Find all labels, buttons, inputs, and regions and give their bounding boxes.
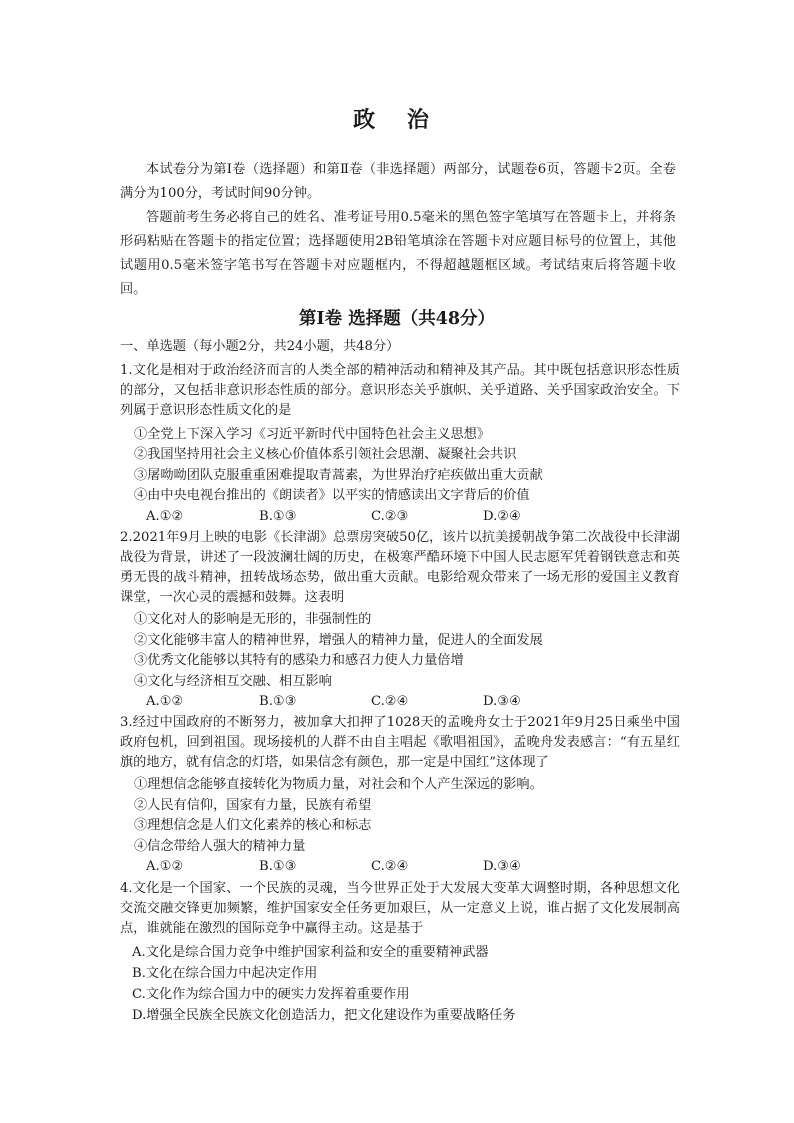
question-1-choice-c: C.②③ (371, 509, 409, 524)
question-3-choice-d: D.③④ (483, 859, 521, 874)
question-3-stem: 3.经过中国政府的不断努力，被加拿大扣押了1028天的孟晚舟女士于2021年9月25日乘坐中国政府包机，回到祖国。现场接机的人群不由自主唱起《歌唱祖国》，孟晚舟发表感言：“有五星红旗的地方，就有信念的灯塔，如果信念有颜色，那一定是中国红”这体现了 (120, 715, 680, 770)
question-3-item-3: ③理想信念是人们文化素养的核心和标志 (134, 818, 372, 833)
question-4-answer-b: B.文化在综合国力中起决定作用 (132, 966, 318, 981)
question-4-answer-c: C.文化作为综合国力中的硬实力发挥着重要作用 (132, 987, 410, 1002)
question-2-item-4: ④文化与经济相互交融、相互影响 (134, 674, 332, 689)
question-3-choice-c: C.②④ (371, 859, 409, 874)
question-3-item-1: ①理想信念能够直接转化为物质力量，对社会和个人产生深远的影响。 (134, 777, 543, 792)
section-title: 第Ⅰ卷 选择题（共48分） (298, 309, 496, 329)
question-3-item-2: ②人民有信仰，国家有力量，民族有希望 (134, 798, 372, 813)
question-2-stem: 2.2021年9月上映的电影《长津湖》总票房突破50亿，该片以抗美援朝战争第二次战役中长津湖战役为背景，讲述了一段波澜壮阔的历史，在极寒严酷环境下中国人民志愿军凭着钢铁意志和英勇无畏的战斗精神，扭转战场态势，做出重大贡献。电影给观众带来了一场无形的爱国主义教育课堂，一次心灵的震撼和鼓舞。这表明 (120, 530, 680, 605)
question-4-answer-a: A.文化是综合国力竞争中维护国家利益和安全的重要精神武器 (132, 945, 489, 960)
question-2-choice-d: D.③④ (483, 694, 521, 709)
question-3-choice-a: A.①② (146, 859, 184, 874)
section-subtitle: 一、单选题（每小题2分，共24小题，共48分） (120, 339, 400, 354)
question-2-choice-c: C.②④ (371, 694, 409, 709)
question-1-choices (146, 507, 686, 527)
question-1-item-4: ④由中央电视台推出的《朗读者》以平实的情感读出文字背后的价值 (134, 488, 530, 503)
question-4-answer-d: D.增强全民族全民族文化创造活力，把文化建设作为重要战略任务 (132, 1008, 516, 1023)
question-3-item-4: ④信念带给人强大的精神力量 (134, 839, 306, 854)
intro-paragraph-2: 答题前考生务必将自己的姓名、准考证号用0.5毫米的黑色签字笔填写在答题卡上，并将条形码粘贴在答题卡的指定位置；选择题使用2B铅笔填涂在答题卡对应题目标号的位置上，其他试题用0.5毫米签字笔书写在答题卡对应题框内，不得超越题框区域。考试结束后将答题卡收回。 (120, 210, 676, 297)
page-title: 政 治 (353, 107, 441, 133)
question-1-choice-d: D.②④ (483, 509, 521, 524)
question-1-item-1: ①全党上下深入学习《习近平新时代中国特色社会主义思想》 (134, 427, 491, 442)
question-1-item-2: ②我国坚持用社会主义核心价值体系引领社会思潮、凝聚社会共识 (134, 447, 517, 462)
question-1-choice-a: A.①② (146, 509, 184, 524)
question-3-choices (146, 857, 686, 877)
question-2-item-1: ①文化对人的影响是无形的，非强制性的 (134, 612, 372, 627)
question-4-stem: 4.文化是一个国家、一个民族的灵魂，当今世界正处于大发展大变革大调整时期，各种思想文化交流交融交锋更加频繁，维护国家安全任务更加艰巨，从一定意义上说，谁占据了文化发展制高点，谁就能在激烈的国际竞争中赢得主动。这是基于 (120, 881, 680, 936)
question-2-item-3: ③优秀文化能够以其特有的感染力和感召力使人力量倍增 (134, 653, 464, 668)
question-2-choice-a: A.①② (146, 694, 184, 709)
question-3-choice-b: B.①③ (259, 859, 297, 874)
question-1-stem: 1.文化是相对于政治经济而言的人类全部的精神活动和精神及其产品。其中既包括意识形态性质的部分，又包括非意识形态性质的部分。意识形态关乎旗帜、关乎道路、关乎国家政治安全。下列属于意识形态性质文化的是 (120, 363, 680, 418)
intro-paragraph-1: 本试卷分为第Ⅰ卷（选择题）和第Ⅱ卷（非选择题）两部分，试题卷6页，答题卡2页。全卷满分为100分，考试时间90分钟。 (120, 162, 676, 201)
question-1-item-3: ③屠呦呦团队克服重重困难提取青蒿素，为世界治疗疟疾做出重大贡献 (134, 468, 543, 483)
question-1-choice-b: B.①③ (259, 509, 297, 524)
question-2-choices (146, 692, 686, 712)
question-2-item-2: ②文化能够丰富人的精神世界，增强人的精神力量，促进人的全面发展 (134, 633, 543, 648)
question-2-choice-b: B.①③ (259, 694, 297, 709)
